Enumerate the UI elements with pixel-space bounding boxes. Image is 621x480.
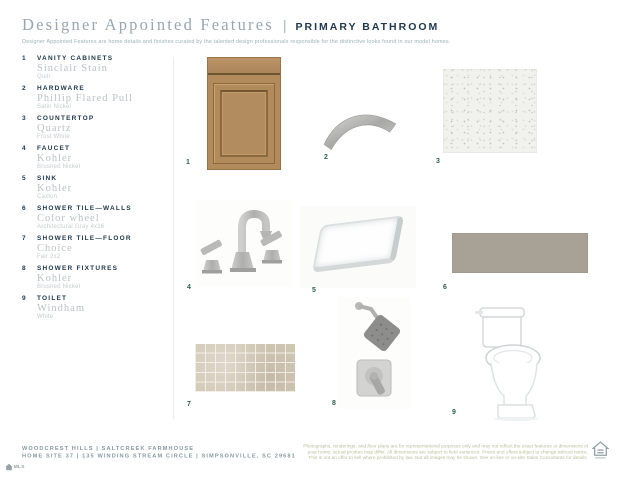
feature-name: Color wheel <box>37 213 100 224</box>
gallery-number-9: 9 <box>452 409 456 416</box>
feature-item-toilet <box>22 295 172 321</box>
feature-detail: Brushed Nickel <box>37 284 81 290</box>
cabinet-door-panel <box>220 90 268 157</box>
sink-image <box>300 206 416 288</box>
page-title: Designer Appointed Features <box>22 15 274 34</box>
feature-detail: Architectural Gray 4x16 <box>37 224 105 230</box>
feature-heading: HARDWARE <box>37 85 85 92</box>
feature-item-shower-tile-floor <box>22 235 172 261</box>
section-label: PRIMARY BATHROOM <box>295 21 440 33</box>
gallery-number-2: 2 <box>324 154 328 161</box>
feature-detail: Fair 2x2 <box>37 254 61 260</box>
feature-item-faucet <box>22 145 172 171</box>
header <box>22 15 439 35</box>
feature-heading: TOILET <box>37 295 68 302</box>
cabinet-door <box>213 83 275 164</box>
feature-heading: VANITY CABINETS <box>37 55 114 62</box>
shower-wall-tile-swatch <box>452 233 588 273</box>
feature-name: Kohler <box>37 153 73 164</box>
title-divider: | <box>282 17 287 33</box>
feature-name: Quartz <box>37 123 72 134</box>
feature-name: Choice <box>37 243 73 254</box>
equal-housing-icon <box>592 441 609 465</box>
feature-name: Phillip Flared Pull <box>37 93 134 104</box>
feature-item-hardware <box>22 85 172 111</box>
feature-number: 8 <box>22 265 26 272</box>
feature-name: Windham <box>37 303 85 314</box>
disclaimer-line: Photographs, renderings, and floor plans are for representational purposes only and may not reflect the exact features or dimensions of <box>303 444 588 449</box>
gallery-number-4: 4 <box>187 284 191 291</box>
feature-number: 9 <box>22 295 26 302</box>
gallery-number-6: 6 <box>443 284 447 291</box>
legal-disclaimer <box>302 444 588 462</box>
gallery-number-8: 8 <box>332 400 336 407</box>
features-list <box>22 55 172 325</box>
disclaimer-line: your home; actual product may differ. All dimensions are subject to field variances. Prices and offers subject to change without notice. <box>307 449 588 455</box>
feature-name: Kohler <box>37 183 73 194</box>
toilet-image <box>466 302 554 422</box>
feature-number: 1 <box>22 55 26 62</box>
gallery-number-3: 3 <box>436 158 440 165</box>
feature-detail: Brushed Nickel <box>37 164 81 170</box>
footer-community-block <box>22 445 296 460</box>
feature-detail: Frost White <box>37 134 70 140</box>
feature-number: 6 <box>22 205 26 212</box>
feature-detail: Caxton <box>37 194 58 200</box>
feature-heading: SHOWER FIXTURES <box>37 265 119 272</box>
feature-item-countertop <box>22 115 172 141</box>
sink-basin-graphic <box>312 215 405 273</box>
disclaimer-line: This is not an offer to sell where prohibited by law. Not all images may be shown. See on-line or on-site Sales Consultants for details. <box>308 455 588 461</box>
gallery-number-5: 5 <box>312 287 316 294</box>
feature-number: 4 <box>22 145 26 152</box>
feature-item-shower-fixtures <box>22 265 172 291</box>
feature-detail: Quill <box>37 74 51 80</box>
mls-house-icon <box>5 463 13 471</box>
faucet-graphic <box>196 200 292 287</box>
community-line: WOODCREST HILLS | SALTCREEK FARMHOUSE <box>22 445 195 452</box>
mls-logo <box>5 463 25 471</box>
pull-handle-graphic <box>320 105 400 153</box>
feature-detail: White <box>37 314 54 320</box>
feature-number: 3 <box>22 115 26 122</box>
shower-fixtures-image <box>337 297 411 409</box>
cabinet-drawer-front <box>208 58 280 75</box>
feature-heading: SHOWER TILE—WALLS <box>37 205 132 212</box>
feature-heading: SHOWER TILE—FLOOR <box>37 235 132 242</box>
feature-item-vanity-cabinets <box>22 55 172 81</box>
feature-number: 2 <box>22 85 26 92</box>
page-subtitle-wrap <box>22 38 468 44</box>
gallery-number-7: 7 <box>187 401 191 408</box>
feature-heading: SINK <box>37 175 58 182</box>
toilet-graphic <box>466 302 554 422</box>
feature-number: 5 <box>22 175 26 182</box>
feature-name: Sinclair Stain <box>37 63 108 74</box>
cabinet-pull-image <box>320 105 400 153</box>
feature-item-sink <box>22 175 172 201</box>
feature-number: 7 <box>22 235 26 242</box>
vanity-cabinet-image <box>207 57 281 170</box>
address-line: HOME SITE 37 | 135 WINDING STREAM CIRCLE | SIMPSONVILLE, SC 29681 <box>22 452 296 460</box>
content-divider <box>173 57 174 419</box>
shower-fixtures-graphic <box>337 297 411 409</box>
feature-item-shower-tile-walls <box>22 205 172 231</box>
gallery-number-1: 1 <box>186 159 190 166</box>
faucet-image <box>196 200 292 287</box>
feature-name: Kohler <box>37 273 73 284</box>
mls-label: MLS <box>13 464 25 470</box>
feature-heading: FAUCET <box>37 145 71 152</box>
page-subtitle: Designer Appointed Features are home details and finishes curated by the talented design professionals responsible for the distinctive looks found in our model homes. <box>22 38 451 45</box>
feature-detail: Satin Nickel <box>37 104 72 110</box>
quartz-countertop-swatch <box>443 69 537 153</box>
shower-floor-tile-swatch <box>195 344 295 392</box>
feature-heading: COUNTERTOP <box>37 115 95 122</box>
